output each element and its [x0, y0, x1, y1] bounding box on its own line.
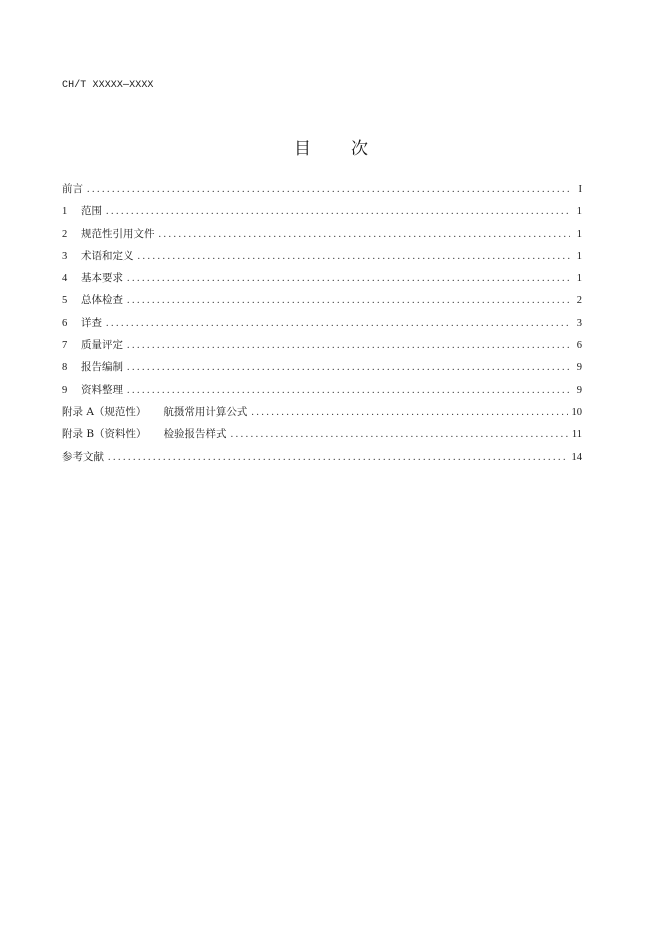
toc-entry-page: 10 — [571, 406, 582, 418]
toc-entry-detailed-inspection[interactable] — [62, 315, 582, 337]
toc-entry-label: 总体检查 — [81, 294, 123, 307]
toc-entry-appendix-b[interactable] — [62, 426, 582, 448]
toc-list — [62, 181, 582, 471]
toc-entry-label: 附录 B（资料性） — [62, 428, 147, 441]
toc-entry-label: 前言 — [62, 183, 83, 195]
toc-entry-foreword[interactable] — [62, 181, 582, 203]
toc-entry-label: 质量评定 — [81, 339, 123, 352]
toc-leader-dots — [127, 360, 570, 376]
toc-entry-number: 4 — [62, 273, 68, 285]
toc-leader-dots — [127, 383, 570, 399]
toc-entry-bibliography[interactable] — [62, 449, 582, 471]
toc-leader-dots — [138, 249, 571, 265]
toc-entry-data-arrangement[interactable] — [62, 382, 582, 404]
toc-entry-label: 附录 A（规范性） — [62, 405, 147, 418]
toc-entry-appendix-a[interactable] — [62, 404, 582, 426]
toc-entry-basic-requirements[interactable] — [62, 270, 582, 292]
toc-entry-terms-definitions[interactable] — [62, 248, 582, 270]
toc-leader-dots — [251, 405, 567, 421]
toc-leader-dots — [127, 338, 570, 354]
toc-entry-page: 14 — [571, 451, 582, 463]
toc-entry-page: 1 — [576, 228, 582, 240]
toc-entry-number: 1 — [62, 206, 68, 218]
toc-entry-label: 参考文献 — [62, 450, 104, 463]
toc-entry-page: 11 — [571, 429, 582, 441]
toc-title-char-1: 目 — [294, 139, 311, 159]
toc-entry-page: I — [578, 184, 582, 195]
toc-entry-page: 1 — [576, 206, 582, 218]
toc-leader-dots — [106, 316, 570, 332]
toc-leader-dots — [231, 427, 568, 443]
toc-entry-number: 9 — [62, 384, 68, 396]
toc-entry-number: 7 — [62, 340, 68, 352]
toc-entry-number: 3 — [62, 250, 68, 262]
toc-entry-label: 资料整理 — [81, 383, 123, 396]
toc-leader-dots — [108, 450, 568, 466]
toc-entry-page: 9 — [576, 384, 582, 396]
toc-entry-normative-references[interactable] — [62, 226, 582, 248]
toc-entry-page: 9 — [576, 362, 582, 374]
toc-entry-quality-assessment[interactable] — [62, 337, 582, 359]
toc-entry-scope[interactable] — [62, 203, 582, 225]
toc-entry-number: 6 — [62, 317, 68, 329]
document-code: CH/T XXXXX—XXXX — [62, 80, 154, 91]
toc-entry-page: 3 — [576, 317, 582, 329]
toc-entry-page: 2 — [576, 295, 582, 307]
toc-title-char-2: 次 — [351, 139, 368, 159]
toc-entry-page: 1 — [576, 250, 582, 262]
toc-entry-label: 报告编制 — [81, 361, 123, 374]
toc-entry-label: 详查 — [81, 316, 102, 329]
toc-entry-page: 1 — [576, 273, 582, 285]
toc-entry-label: 规范性引用文件 — [81, 227, 155, 240]
toc-leader-dots — [106, 204, 570, 220]
toc-entry-number: 2 — [62, 228, 68, 240]
toc-leader-dots — [159, 227, 571, 243]
toc-leader-dots — [127, 271, 570, 287]
toc-entry-number: 5 — [62, 295, 68, 307]
toc-entry-label: 范围 — [81, 205, 102, 218]
toc-entry-number: 8 — [62, 362, 68, 374]
toc-entry-label: 术语和定义 — [81, 249, 134, 262]
toc-leader-dots — [87, 182, 570, 198]
toc-entry-label: 基本要求 — [81, 272, 123, 285]
toc-entry-overall-inspection[interactable] — [62, 292, 582, 314]
toc-entry-subtitle: 检验报告样式 — [163, 428, 227, 441]
toc-entry-subtitle: 航摄常用计算公式 — [163, 405, 248, 418]
toc-entry-report-compilation[interactable] — [62, 359, 582, 381]
toc-entry-page: 6 — [576, 340, 582, 352]
toc-title — [0, 134, 662, 159]
toc-leader-dots — [127, 293, 570, 309]
